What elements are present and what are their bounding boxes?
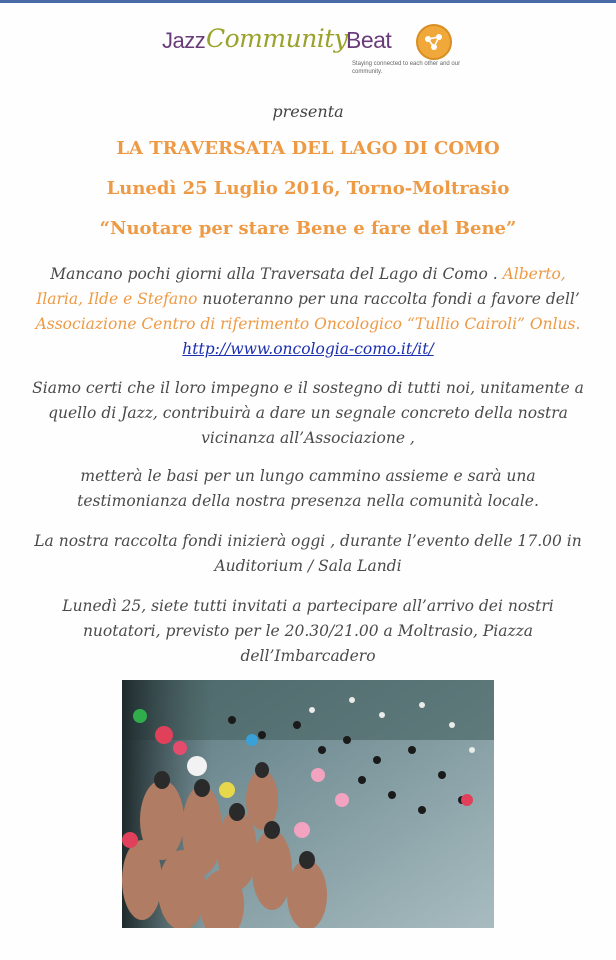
paragraph-1-line-1 [0, 262, 616, 286]
oncologia-link[interactable]: http://www.oncologia-como.it/it/ [182, 340, 434, 358]
logo-word-community: Community [206, 24, 348, 53]
swimmer-names-continued: Ilaria, Ilde e Stefano [36, 290, 198, 308]
swimmers-photo [122, 680, 494, 928]
swimmer-names: Alberto, [502, 265, 566, 283]
event-title: LA TRAVERSATA DEL LAGO DI COMO [116, 138, 500, 159]
logo-tagline: Staying connected to each other and our community. [352, 61, 461, 75]
paragraph-4-line-2: Auditorium / Sala Landi [214, 557, 402, 575]
paragraph-5-line-1: Lunedì 25, siete tutti invitati a partecipare all’arrivo dei nostri [62, 597, 554, 615]
paragraph-1-line-2 [0, 287, 616, 311]
paragraph-3-line-2: testimonianza della nostra presenza nella comunità locale. [77, 492, 539, 510]
paragraph-1-line-4 [0, 337, 616, 361]
top-border [0, 0, 616, 3]
event-date: Lunedì 25 Luglio 2016, Torno-Moltrasio [106, 178, 510, 199]
event-slogan: “Nuotare per stare Bene e fare del Bene” [99, 218, 517, 239]
paragraph-4-line-1: La nostra raccolta fondi inizierà oggi , durante l’evento delle 17.00 in [34, 532, 582, 550]
logo-word-beat: Beat [346, 27, 392, 53]
paragraph-5-line-2: nuotatori, previsto per le 20.30/21.00 a Moltrasio, Piazza [82, 622, 534, 640]
paragraph-2-line-2: quello di Jazz, contribuirà a dare un segnale concreto della nostra [48, 404, 568, 422]
logo-word-jazz: Jazz [162, 28, 206, 53]
paragraph-5-line-3: dell’Imbarcadero [240, 647, 376, 665]
logo-circle-icon [416, 24, 452, 60]
paragraph-3-line-1: metterà le basi per un lungo cammino assieme e sarà una [80, 467, 536, 485]
paragraph-2-line-1: Siamo certi che il loro impegno e il sostegno di tutti noi, unitamente a [32, 379, 584, 397]
association-name: Associazione Centro di riferimento Oncologico “Tullio Cairoli” Onlus. [35, 315, 581, 333]
presenta-text: presenta [272, 102, 344, 121]
paragraph-2-line-3: vicinanza all’Associazione , [201, 429, 415, 447]
intro-text: Mancano pochi giorni alla Traversata del Lago di Como . [50, 265, 498, 283]
jazz-community-beat-logo [162, 18, 462, 88]
fundraising-text: nuoteranno per una raccolta fondi a favore dell’ [202, 290, 580, 308]
